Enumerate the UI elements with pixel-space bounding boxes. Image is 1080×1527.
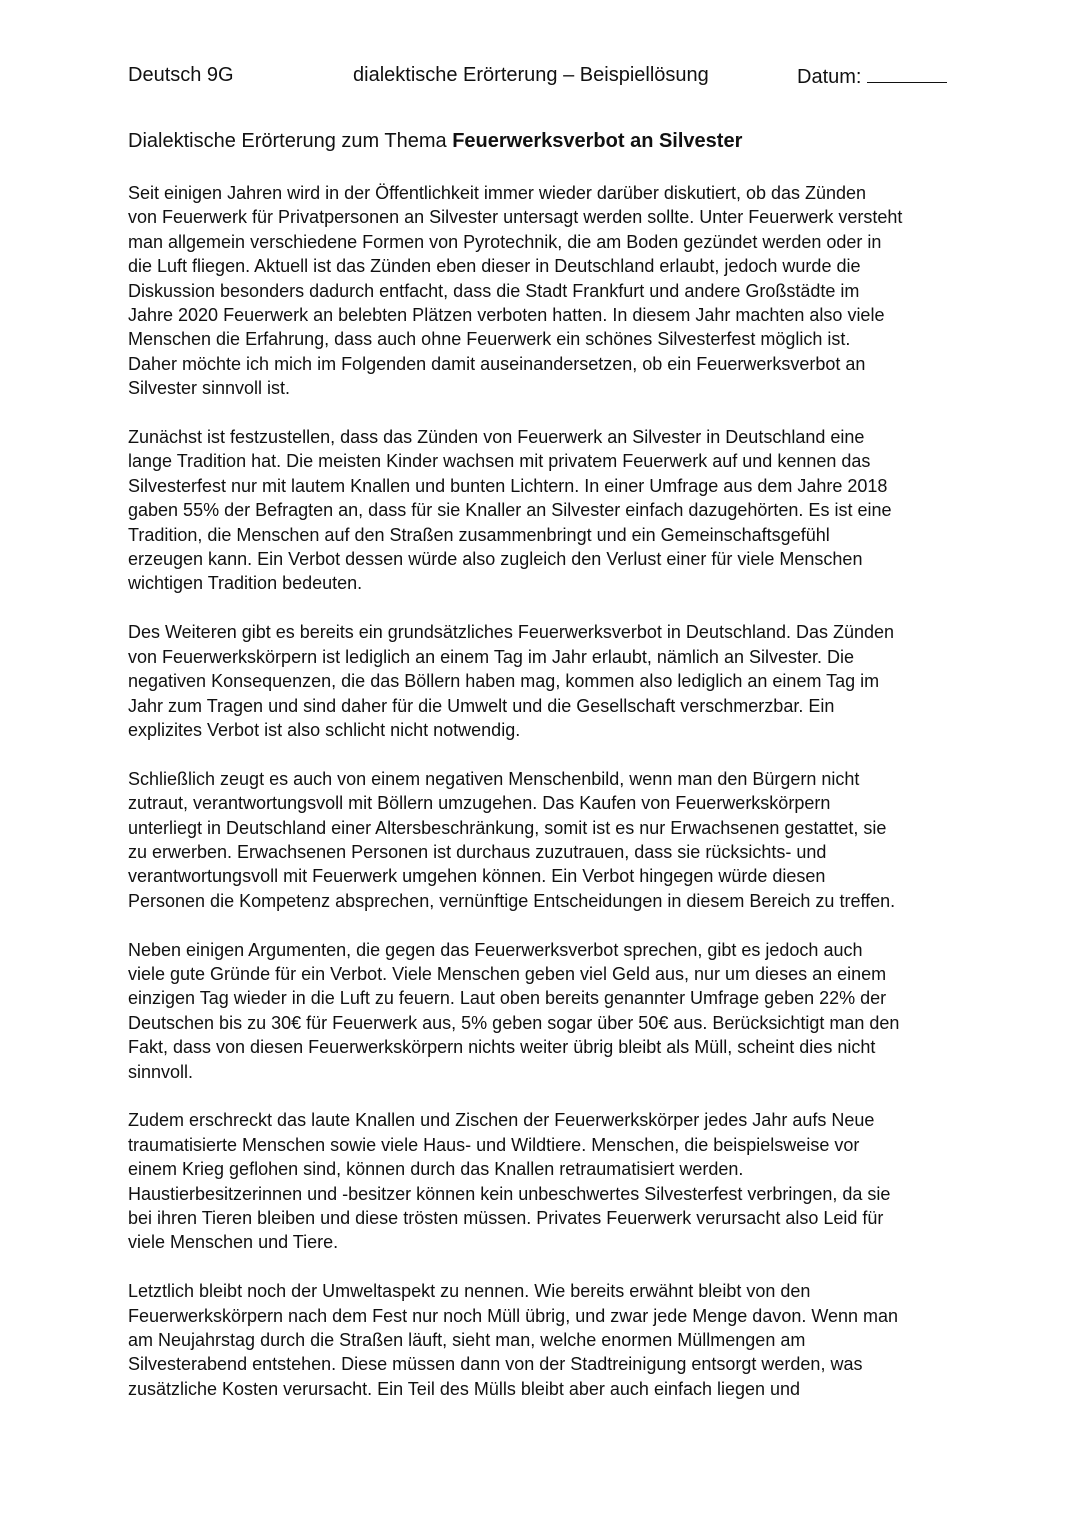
text-line: bei ihren Tieren bleiben und diese trösten müssen. Privates Feuerwerk verursacht also Leid für <box>128 1207 884 1228</box>
paragraph <box>128 1279 958 1401</box>
text-line: Deutschen bis zu 30€ für Feuerwerk aus, 5% geben sogar über 50€ aus. Berücksichtigt man den <box>128 1012 900 1033</box>
text-line: viele Menschen und Tiere. <box>128 1232 339 1253</box>
text-line: Daher möchte ich mich im Folgenden damit auseinandersetzen, ob ein Feuerwerksverbot an <box>128 353 866 374</box>
text-line: verantwortungsvoll mit Feuerwerk umgehen können. Ein Verbot hingegen würde diesen <box>128 866 826 887</box>
text-line: Letztlich bleibt noch der Umweltaspekt zu nennen. Wie bereits erwähnt bleibt von den <box>128 1281 811 1302</box>
text-line: Haustierbesitzerinnen und -besitzer können kein unbeschwertes Silvesterfest verbringen, da sie <box>128 1183 891 1204</box>
text-line: Zudem erschreckt das laute Knallen und Zischen der Feuerwerkskörper jedes Jahr aufs Neue <box>128 1110 875 1131</box>
text-line: von Feuerwerk für Privatpersonen an Silvester untersagt werden sollte. Unter Feuerwerk versteht <box>128 207 903 228</box>
paragraph <box>128 425 958 596</box>
essay-title <box>128 130 742 153</box>
date-blank-line <box>867 64 947 83</box>
header-subject: Deutsch 9G <box>128 64 234 86</box>
text-line: unterliegt in Deutschland einer Altersbeschränkung, somit ist es nur Erwachsenen gestattet, sie <box>128 817 887 838</box>
text-line: die Luft fliegen. Aktuell ist das Zünden eben dieser in Deutschland erlaubt, jedoch wurde die <box>128 256 861 277</box>
paragraph <box>128 767 958 913</box>
text-line: erzeugen kann. Ein Verbot dessen würde also zugleich den Verlust einer für viele Menschen <box>128 549 863 570</box>
text-line: Tradition, die Menschen auf den Straßen zusammenbringt und ein Gemeinschaftsgefühl <box>128 524 830 545</box>
text-line: traumatisierte Menschen sowie viele Haus- und Wildtiere. Menschen, die beispielsweise vor <box>128 1134 860 1155</box>
text-line: Des Weiteren gibt es bereits ein grundsätzliches Feuerwerksverbot in Deutschland. Das Zünden <box>128 622 895 643</box>
text-line: man allgemein verschiedene Formen von Pyrotechnik, die am Boden gezündet werden oder in <box>128 231 882 252</box>
text-line: zusätzliche Kosten verursacht. Ein Teil des Mülls bleibt aber auch einfach liegen und <box>128 1378 801 1399</box>
text-line: sinnvoll. <box>128 1061 194 1082</box>
paragraph <box>128 181 958 401</box>
text-line: Schließlich zeugt es auch von einem negativen Menschenbild, wenn man den Bürgern nicht <box>128 768 860 789</box>
paragraph <box>128 620 958 742</box>
text-line: Silvesterabend entstehen. Diese müssen dann von der Stadtreinigung entsorgt werden, was <box>128 1354 863 1375</box>
text-line: von Feuerwerkskörpern ist lediglich an einem Tag im Jahr erlaubt, nämlich an Silvester. Die <box>128 646 855 667</box>
text-line: Menschen die Erfahrung, dass auch ohne Feuerwerk ein schönes Silvesterfest möglich ist. <box>128 329 851 350</box>
text-line: explizites Verbot ist also schlicht nicht notwendig. <box>128 719 521 740</box>
title-prefix: Dialektische Erörterung zum Thema <box>128 130 453 152</box>
text-line: viele gute Gründe für ein Verbot. Viele Menschen geben viel Geld aus, nur um dieses an einem <box>128 963 887 984</box>
title-topic: Feuerwerksverbot an Silvester <box>452 130 743 152</box>
date-label: Datum: <box>797 66 862 88</box>
text-line: Fakt, dass von diesen Feuerwerkskörpern nichts weiter übrig bleibt als Müll, scheint dies nicht <box>128 1037 876 1058</box>
text-line: Seit einigen Jahren wird in der Öffentlichkeit immer wieder darüber diskutiert, ob das Zünden <box>128 183 867 203</box>
text-line: Silvester sinnvoll ist. <box>128 378 291 399</box>
text-line: einem Krieg geflohen sind, können durch das Knallen retraumatisiert werden. <box>128 1159 744 1180</box>
header-date <box>797 64 947 89</box>
text-line: Neben einigen Argumenten, die gegen das Feuerwerksverbot sprechen, gibt es jedoch auch <box>128 939 863 960</box>
text-line: einzigen Tag wieder in die Luft zu feuern. Laut oben bereits genannter Umfrage geben 22% der <box>128 988 887 1009</box>
text-line: gaben 55% der Befragten an, dass für sie Knaller an Silvester einfach dazugehörten. Es ist eine <box>128 500 892 521</box>
text-line: lange Tradition hat. Die meisten Kinder wachsen mit privatem Feuerwerk auf und kennen das <box>128 451 871 472</box>
text-line: Diskussion besonders dadurch entfacht, dass die Stadt Frankfurt und andere Großstädte im <box>128 280 860 301</box>
essay-body <box>128 181 958 1426</box>
text-line: wichtigen Tradition bedeuten. <box>128 573 363 594</box>
text-line: Feuerwerkskörpern nach dem Fest nur noch Müll übrig, und zwar jede Menge davon. Wenn man <box>128 1305 899 1326</box>
header-topic: dialektische Erörterung – Beispiellösung <box>353 64 709 86</box>
text-line: Jahre 2020 Feuerwerk an belebten Plätzen verboten hatten. In diesem Jahr machten also viele <box>128 305 885 326</box>
text-line: Personen die Kompetenz absprechen, vernünftige Entscheidungen in diesem Bereich zu treffen. <box>128 890 896 911</box>
text-line: Jahr zum Tragen und sind daher für die Umwelt und die Gesellschaft verschmerzbar. Ein <box>128 695 835 716</box>
text-line: Zunächst ist festzustellen, dass das Zünden von Feuerwerk an Silvester in Deutschland eine <box>128 427 865 448</box>
text-line: Silvesterfest nur mit lautem Knallen und bunten Lichtern. In einer Umfrage aus dem Jahre 2018 <box>128 475 888 496</box>
paragraph <box>128 1108 958 1254</box>
text-line: zutraut, verantwortungsvoll mit Böllern umzugehen. Das Kaufen von Feuerwerkskörpern <box>128 793 831 814</box>
text-line: zu erwerben. Erwachsenen Personen ist durchaus zuzutrauen, dass sie rücksichts- und <box>128 841 827 862</box>
text-line: negativen Konsequenzen, die das Böllern haben mag, kommen also lediglich an einem Tag im <box>128 671 880 692</box>
text-line: am Neujahrstag durch die Straßen läuft, sieht man, welche enormen Müllmengen am <box>128 1330 806 1350</box>
paragraph <box>128 938 958 1084</box>
